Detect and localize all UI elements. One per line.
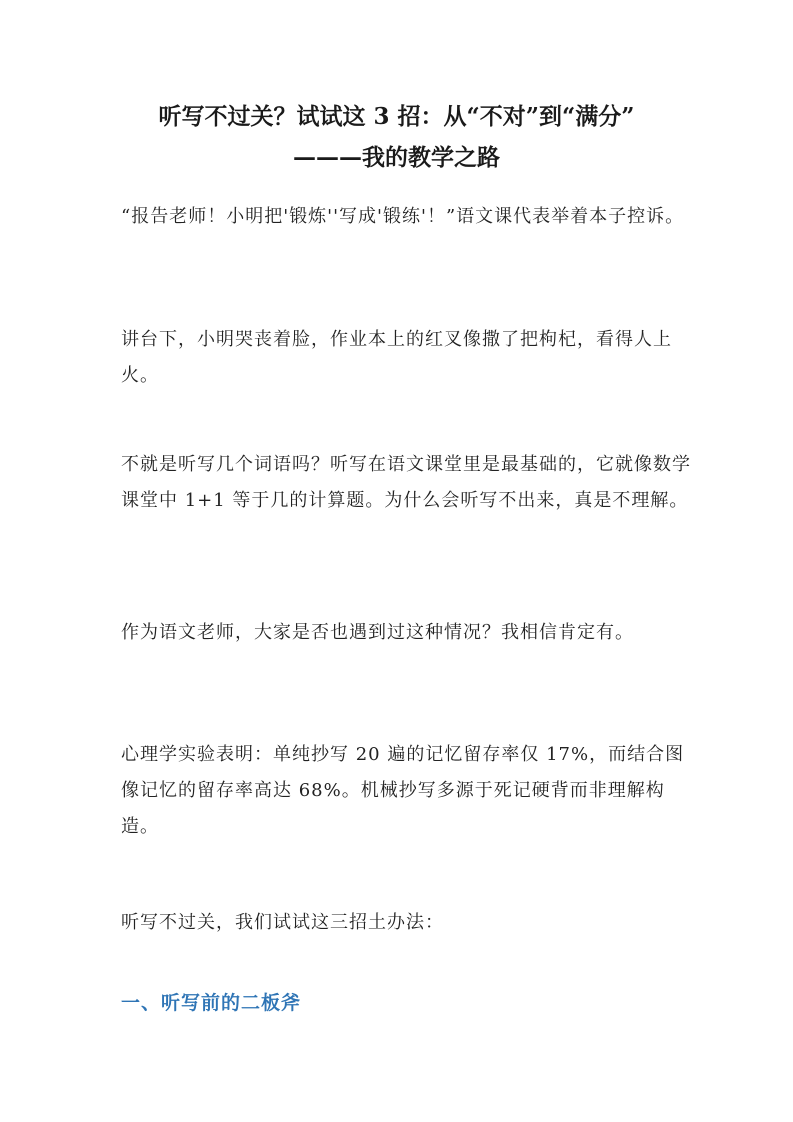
paragraph-dictation-question: 不就是听写几个词语吗？听写在语文课堂里是最基础的，它就像数学课堂中 1+1 等于几的计算题。为什么会听写不出来，真是不理解。	[121, 454, 691, 511]
paragraph-complaint: “报告老师！小明把'锻炼''写成'锻练'！”语文课代表举着本子控诉。	[121, 206, 685, 227]
section-heading: 一、听写前的二板斧	[121, 992, 302, 1014]
paragraph-student-reaction: 讲台下，小明哭丧着脸，作业本上的红叉像撒了把枸杞，看得人上火。	[121, 329, 672, 386]
paragraph-psychology-experiment: 心理学实验表明：单纯抄写 20 遍的记忆留存率仅 17%，而结合图像记忆的留存率高达 68%。机械抄写多源于死记硬背而非理解构造。	[121, 744, 685, 837]
paragraph-three-methods-intro: 听写不过关，我们试试这三招土办法：	[121, 912, 444, 933]
document-title-line-1: 听写不过关？试试这 3 招：从“不对”到“满分”	[158, 103, 635, 130]
paragraph-teacher-question: 作为语文老师，大家是否也遇到过这种情况？我相信肯定有。	[121, 622, 634, 643]
document-title-line-2: ———我的教学之路	[293, 144, 500, 171]
